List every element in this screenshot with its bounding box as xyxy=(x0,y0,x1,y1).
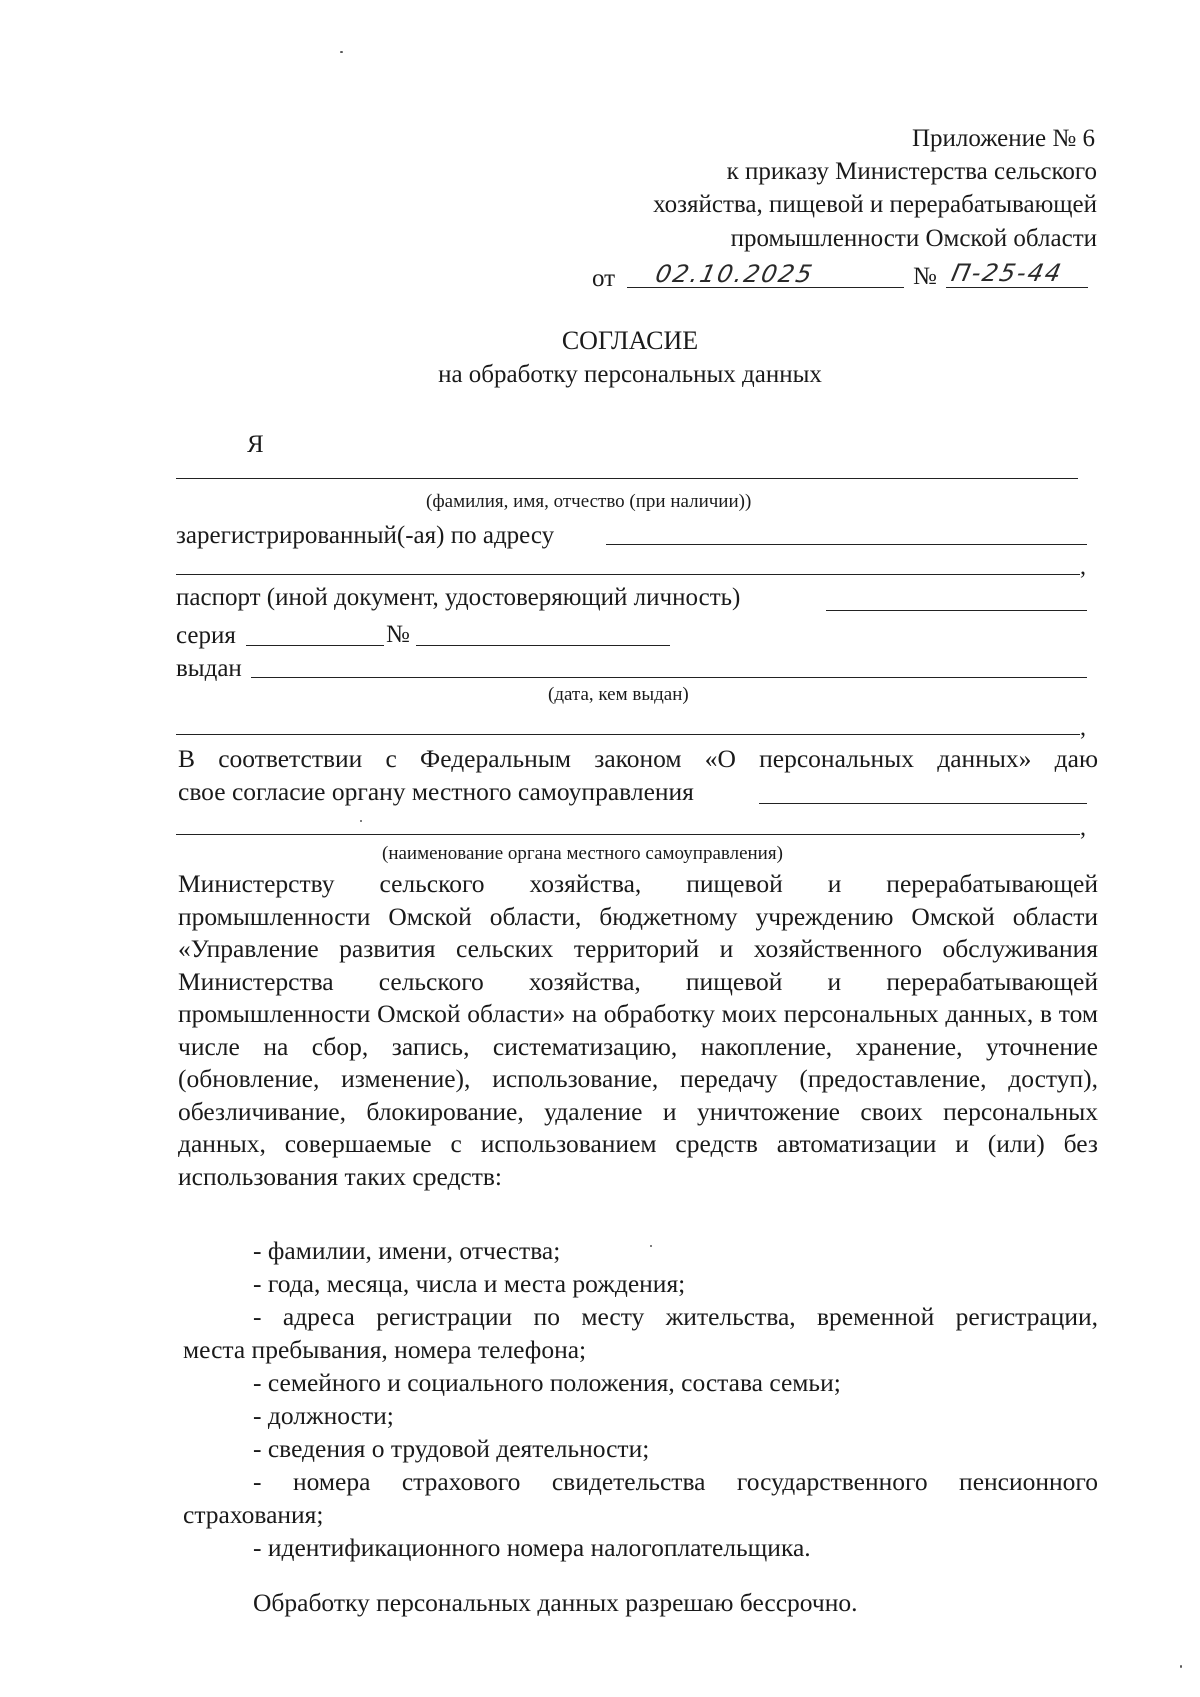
address-label: зарегистрированный(-ая) по адресу xyxy=(176,522,555,549)
issued-line-2[interactable] xyxy=(176,734,1080,735)
list-item: - года, месяца, числа и места рождения; xyxy=(253,1269,686,1298)
list-item: места пребывания, номера телефона; xyxy=(183,1335,587,1364)
organ-caption: (наименование органа местного самоуправления) xyxy=(382,843,783,864)
passport-line[interactable] xyxy=(826,610,1087,611)
scan-speck xyxy=(1180,1665,1182,1668)
document-title: СОГЛАСИЕ xyxy=(561,326,699,355)
fio-line[interactable] xyxy=(176,478,1078,479)
list-item: страхования; xyxy=(183,1500,324,1529)
consent-organ-label: свое согласие органу местного самоуправления xyxy=(178,777,694,806)
list-item: - фамилии, имени, отчества; xyxy=(253,1236,561,1265)
passport-number-label: № xyxy=(386,621,410,648)
closing-statement: Обработку персональных данных разрешаю бессрочно. xyxy=(253,1588,858,1617)
address-line-2[interactable] xyxy=(176,574,1080,575)
consent-intro-line: В соответствии с Федеральным законом «О персональных данных» даю xyxy=(178,744,1098,773)
appendix-order-line: к приказу Министерства сельского xyxy=(726,158,1097,185)
series-label: серия xyxy=(176,622,236,649)
issued-caption: (дата, кем выдан) xyxy=(548,684,689,705)
appendix-number: Приложение № 6 xyxy=(911,125,1095,152)
appendix-region-line: промышленности Омской области xyxy=(730,225,1097,252)
passport-number-line[interactable] xyxy=(416,645,670,646)
issued-line[interactable] xyxy=(251,677,1087,678)
order-date-label: от xyxy=(592,265,616,292)
order-date-handwritten: 02.10.2025 xyxy=(653,260,817,288)
organ-line-2[interactable] xyxy=(176,834,1080,835)
list-item: - адреса регистрации по месту жительства, временной регистрации, xyxy=(253,1302,1098,1331)
address-line-1[interactable] xyxy=(606,544,1087,545)
list-item: - сведения о трудовой деятельности; xyxy=(253,1434,650,1463)
list-item: - должности; xyxy=(253,1401,394,1430)
order-number-label: № xyxy=(913,263,937,290)
order-number-handwritten: П-25-44 xyxy=(949,259,1066,287)
scan-speck xyxy=(340,51,343,53)
list-item: - номера страхового свидетельства государственного пенсионного xyxy=(253,1467,1098,1496)
scan-speck xyxy=(360,820,362,822)
organ-comma: , xyxy=(1080,815,1086,841)
address-comma: , xyxy=(1080,554,1086,580)
organ-line-1[interactable] xyxy=(759,803,1087,804)
issued-label: выдан xyxy=(176,655,242,682)
order-number-line xyxy=(946,287,1088,288)
consent-paragraph: Министерству сельского хозяйства, пищевой и перерабатывающей промышленности Омской области, бюджетному учреждению Омской области «Управление развития сельских территорий и хозяйственного обслуживания Министерства сельского хозяйства, пищевой и перерабатывающей промышленности Омской области» на обработку моих персональных данных, в том числе на сбор, запись, систематизацию, накопление, хранение, уточнение (обновление, изменение), использование, передачу (предоставление, доступ), обезличивание, блокирование, удаление и уничтожение своих персональных данных, совершаемые с использованием средств автоматизации и (или) без использования таких средств: xyxy=(178,869,1098,1191)
issued-comma: , xyxy=(1080,715,1086,741)
series-line[interactable] xyxy=(246,645,384,646)
passport-label: паспорт (иной документ, удостоверяющий личность) xyxy=(176,584,741,611)
first-person-label: Я xyxy=(247,431,264,458)
list-item: - семейного и социального положения, состава семьи; xyxy=(253,1368,841,1397)
appendix-ministry-line: хозяйства, пищевой и перерабатывающей xyxy=(653,191,1097,218)
list-item: - идентификационного номера налогоплательщика. xyxy=(253,1533,811,1562)
fio-caption: (фамилия, имя, отчество (при наличии)) xyxy=(426,491,752,512)
document-subtitle: на обработку персональных данных xyxy=(438,361,822,388)
scan-speck xyxy=(650,1245,652,1247)
